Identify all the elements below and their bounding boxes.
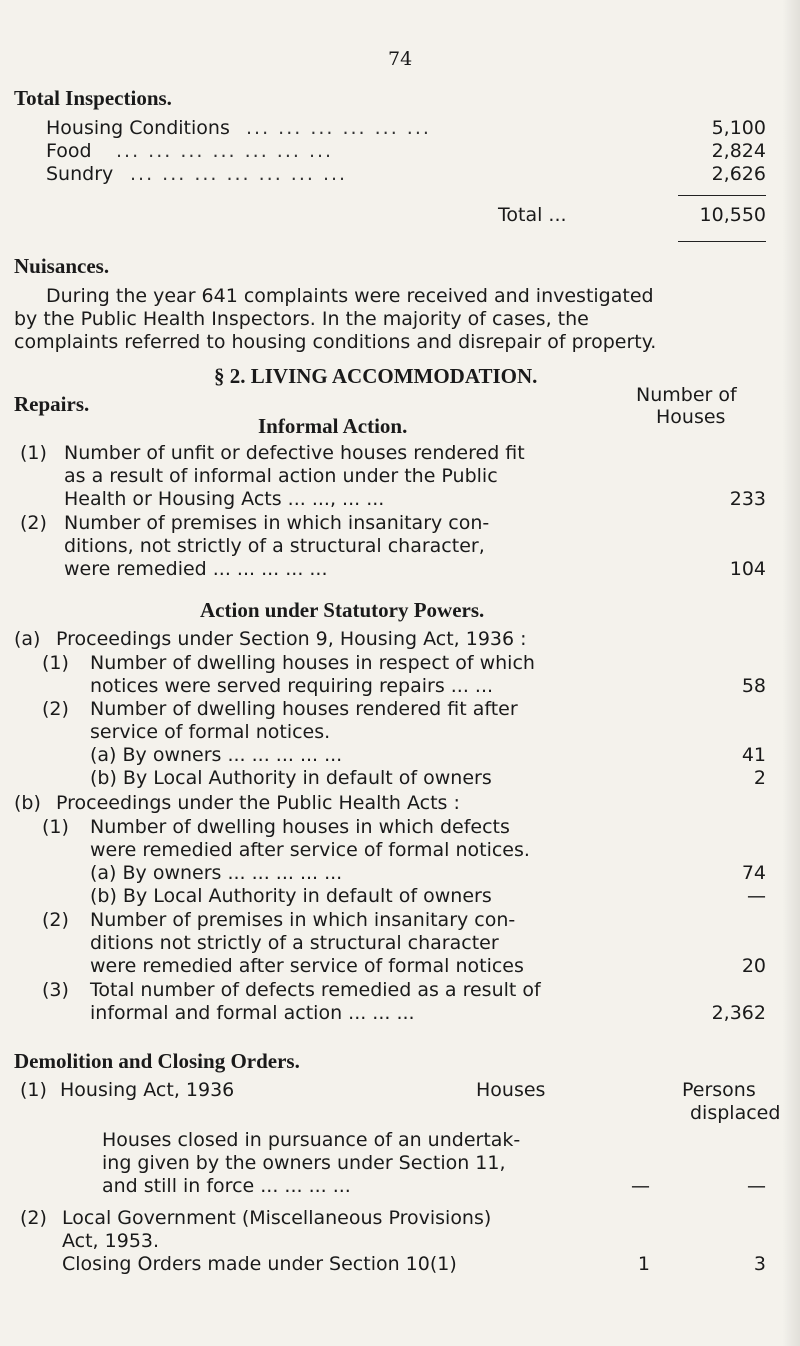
demolition-item-1-number: (1) <box>20 1079 47 1101</box>
repairs-item-1-value: 233 <box>729 488 766 510</box>
inspection-label-housing: Housing Conditions <box>46 117 230 139</box>
statutory-b1-line-1: Number of dwelling houses in which defects <box>90 816 510 838</box>
statutory-a-label: (a) <box>14 628 41 650</box>
nuisances-line-3: complaints referred to housing conditions and disrepair of property. <box>14 331 657 353</box>
inspection-label-sundry: Sundry <box>46 163 114 185</box>
informal-action-heading: Informal Action. <box>258 414 408 438</box>
repairs-item-2-value: 104 <box>729 558 766 580</box>
statutory-a2-line-2: service of formal notices. <box>90 721 331 743</box>
displaced-column-header: displaced <box>690 1102 781 1124</box>
inspections-total-value: 10,550 <box>699 204 766 226</box>
statutory-a2-line-1: Number of dwelling houses rendered fit after <box>90 698 518 720</box>
statutory-b2-line-2: ditions not strictly of a structural character <box>90 932 499 954</box>
statutory-a1-number: (1) <box>42 652 69 674</box>
repairs-item-1-line-2: as a result of informal action under the Public <box>64 465 498 487</box>
demolition-item-1-line-2: ing given by the owners under Section 11, <box>102 1152 506 1174</box>
statutory-b1b-value: — <box>747 885 766 907</box>
statutory-a2-number: (2) <box>42 698 69 720</box>
persons-column-header: Persons <box>682 1079 756 1101</box>
statutory-b1-line-2: were remedied after service of formal notices. <box>90 839 530 861</box>
repairs-item-1-line-1: Number of unfit or defective houses rendered fit <box>64 442 525 464</box>
statutory-b1b-label: (b) By Local Authority in default of owners <box>90 885 492 907</box>
inspections-heading: Total Inspections. <box>14 86 172 110</box>
demolition-item-2-persons: 3 <box>753 1253 766 1275</box>
inspection-value-sundry: 2,626 <box>711 163 766 185</box>
nuisances-line-2: by the Public Health Inspectors. In the majority of cases, the <box>14 308 589 330</box>
statutory-b-label: (b) <box>14 792 41 814</box>
statutory-b2-line-3: were remedied after service of formal notices <box>90 955 524 977</box>
demolition-item-1-line-3: and still in force ... ... ... ... <box>102 1175 351 1197</box>
houses-column-header: Houses <box>476 1079 546 1101</box>
statutory-b3-value: 2,362 <box>711 1002 766 1024</box>
demolition-item-1-persons: — <box>747 1175 766 1197</box>
statutory-b3-line-1: Total number of defects remedied as a result of <box>90 979 541 1001</box>
statutory-b3-line-2: informal and formal action ... ... ... <box>90 1002 415 1024</box>
statutory-a2a-value: 41 <box>741 744 766 766</box>
inspection-dots-food: ... ... ... ... ... ... ... <box>116 140 334 162</box>
nuisances-heading: Nuisances. <box>14 254 110 278</box>
repairs-item-1-line-3: Health or Housing Acts ... ..., ... ... <box>64 488 385 510</box>
statutory-a1-value: 58 <box>741 675 766 697</box>
statutory-b-text: Proceedings under the Public Health Acts : <box>56 792 460 814</box>
demolition-item-2-houses: 1 <box>637 1253 650 1275</box>
statutory-a-text: Proceedings under Section 9, Housing Act, 1936 : <box>56 628 527 650</box>
repairs-item-1-number: (1) <box>20 442 47 464</box>
inspection-dots-sundry: ... ... ... ... ... ... ... <box>130 163 348 185</box>
statutory-b1-number: (1) <box>42 816 69 838</box>
repairs-label: Repairs. <box>14 392 90 416</box>
statutory-b2-value: 20 <box>741 955 766 977</box>
statutory-a1-line-1: Number of dwelling houses in respect of which <box>90 652 535 674</box>
demolition-item-2-line-1: Local Government (Miscellaneous Provisions) <box>62 1207 492 1229</box>
houses-header: Houses <box>656 406 726 428</box>
repairs-item-2-line-2: ditions, not strictly of a structural character, <box>64 535 485 557</box>
statutory-a2b-label: (b) By Local Authority in default of owners <box>90 767 492 789</box>
page-number: 74 <box>388 48 413 70</box>
total-rule-top <box>678 195 766 196</box>
repairs-item-2-line-3: were remedied ... ... ... ... ... <box>64 558 328 580</box>
inspection-label-food: Food <box>46 140 92 162</box>
demolition-heading: Demolition and Closing Orders. <box>14 1049 300 1073</box>
statutory-a1-line-2: notices were served requiring repairs ... ... <box>90 675 494 697</box>
total-rule-bottom <box>678 241 766 242</box>
nuisances-line-1: During the year 641 complaints were received and investigated <box>46 285 654 307</box>
demolition-item-1-houses: — <box>631 1175 650 1197</box>
repairs-item-2-line-1: Number of premises in which insanitary con- <box>64 512 490 534</box>
inspection-dots-housing: ... ... ... ... ... ... <box>246 117 431 139</box>
repairs-item-2-number: (2) <box>20 512 47 534</box>
statutory-a2a-label: (a) By owners ... ... ... ... ... <box>90 744 343 766</box>
statutory-b1a-value: 74 <box>741 862 766 884</box>
statutory-b3-number: (3) <box>42 979 69 1001</box>
page-edge-shadow <box>782 0 800 1346</box>
inspections-total-label: Total ... <box>498 204 567 226</box>
demolition-item-1-label: Housing Act, 1936 <box>60 1079 235 1101</box>
inspection-value-housing: 5,100 <box>711 117 766 139</box>
living-section-title: § 2. LIVING ACCOMMODATION. <box>214 364 538 388</box>
demolition-item-2-line-2: Act, 1953. <box>62 1230 160 1252</box>
demolition-item-1-line-1: Houses closed in pursuance of an undertak- <box>102 1129 521 1151</box>
statutory-heading: Action under Statutory Powers. <box>200 598 485 622</box>
number-of-header: Number of <box>636 384 737 406</box>
statutory-b2-line-1: Number of premises in which insanitary con- <box>90 909 516 931</box>
statutory-a2b-value: 2 <box>753 767 766 789</box>
statutory-b2-number: (2) <box>42 909 69 931</box>
demolition-item-2-line-3: Closing Orders made under Section 10(1) <box>62 1253 457 1275</box>
inspection-value-food: 2,824 <box>711 140 766 162</box>
demolition-item-2-number: (2) <box>20 1207 47 1229</box>
statutory-b1a-label: (a) By owners ... ... ... ... ... <box>90 862 343 884</box>
